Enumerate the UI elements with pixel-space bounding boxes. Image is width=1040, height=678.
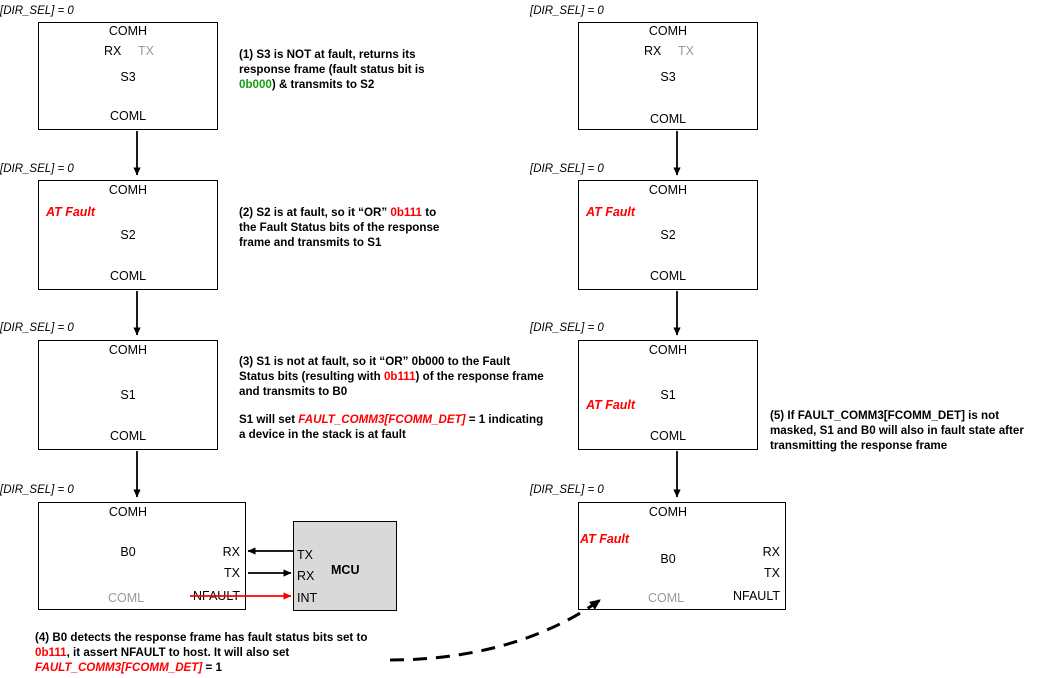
mcu-name-label: MCU	[331, 563, 360, 577]
device-name-left-s2: S2	[120, 228, 136, 242]
note-3b	[239, 412, 569, 442]
note-1-line1: (1) S3 is NOT at fault, returns its	[239, 48, 416, 61]
note-2	[239, 205, 479, 250]
nfault-label-right-b0: NFAULT	[733, 589, 780, 603]
dir-sel-label-left-s3: [DIR_SEL] = 0	[0, 5, 74, 17]
mcu-rx-label: RX	[297, 569, 315, 583]
note-5-line2: masked, S1 and B0 will also in fault state after	[770, 424, 1024, 437]
note-4-line3: = 1	[202, 661, 222, 674]
mcu-int-label: INT	[297, 591, 318, 605]
device-name-right-s1: S1	[660, 388, 676, 402]
note-3-line1: (3) S1 is not at fault, so it “OR” 0b000 to the Fault	[239, 355, 511, 368]
device-name-left-b0: B0	[120, 545, 136, 559]
note-4-register: FAULT_COMM3[FCOMM_DET]	[35, 661, 203, 674]
note-4-code: 0b111	[35, 646, 67, 659]
comh-label-left-s2: COMH	[108, 183, 148, 197]
coml-label-right-s1: COML	[649, 429, 687, 443]
fault-label-right-s2: AT Fault	[586, 205, 636, 219]
note-5-line3: transmitting the response frame	[770, 439, 948, 452]
dir-sel-label-left-s2: [DIR_SEL] = 0	[0, 163, 74, 175]
tx-label-right-b0: TX	[764, 566, 780, 580]
coml-label-left-b0: COML	[108, 591, 145, 605]
rx-label-right-b0: RX	[762, 545, 780, 559]
comh-label-left-b0: COMH	[108, 505, 148, 519]
dir-sel-label-right-s2: [DIR_SEL] = 0	[530, 163, 604, 175]
coml-label-left-s3: COML	[109, 109, 147, 123]
note-3b-line1-tail: = 1 indicating	[465, 413, 544, 426]
comh-label-right-s3: COMH	[648, 24, 688, 38]
note-3b-line1: S1 will set	[239, 413, 299, 426]
note-5-line1: (5) If FAULT_COMM3[FCOMM_DET] is not	[770, 409, 1000, 422]
note-4	[35, 630, 435, 675]
dir-sel-label-right-s3: [DIR_SEL] = 0	[530, 5, 604, 17]
note-4-line2: , it assert NFAULT to host. It will also set	[66, 646, 290, 659]
dir-sel-label-right-b0: [DIR_SEL] = 0	[530, 484, 604, 496]
comh-label-right-b0: COMH	[648, 505, 688, 519]
dir-sel-label-left-s1: [DIR_SEL] = 0	[0, 322, 74, 334]
comh-label-left-s1: COMH	[108, 343, 148, 357]
device-name-right-b0: B0	[660, 552, 676, 566]
mcu-tx-label: TX	[297, 548, 313, 562]
dir-sel-label-right-s1: [DIR_SEL] = 0	[530, 322, 604, 334]
comh-label-right-s2: COMH	[648, 183, 688, 197]
note-3b-register: FAULT_COMM3[FCOMM_DET]	[298, 413, 466, 426]
device-name-left-s3: S3	[120, 70, 136, 84]
note-2-line3: frame and transmits to S1	[239, 236, 382, 249]
coml-label-right-b0: COML	[648, 591, 685, 605]
coml-label-right-s2: COML	[649, 269, 687, 283]
tx-label-left-b0: TX	[224, 566, 240, 580]
dir-sel-label-left-b0: [DIR_SEL] = 0	[0, 484, 74, 496]
note-4-line1: (4) B0 detects the response frame has fault status bits set to	[35, 631, 368, 644]
note-2-code: 0b111	[390, 206, 422, 219]
note-3	[239, 354, 559, 399]
comh-label-left-s3: COMH	[108, 24, 148, 38]
comh-label-right-s1: COMH	[648, 343, 688, 357]
note-1-line3: ) & transmits to S2	[271, 78, 375, 91]
device-name-left-s1: S1	[120, 388, 136, 402]
rx-label-right-s3: RX	[644, 44, 662, 58]
note-2-line2: the Fault Status bits of the response	[239, 221, 440, 234]
note-3-line2-tail: ) of the response frame	[415, 370, 544, 383]
fault-label-right-s1: AT Fault	[586, 398, 636, 412]
note-1	[239, 47, 469, 92]
coml-label-right-s3: COML	[649, 112, 687, 126]
rx-label-left-b0: RX	[222, 545, 240, 559]
device-name-right-s2: S2	[660, 228, 676, 242]
tx-label-right-s3: TX	[678, 44, 694, 58]
note-3b-line2: a device in the stack is at fault	[239, 428, 406, 441]
coml-label-left-s1: COML	[109, 429, 147, 443]
note-3-line2: Status bits (resulting with	[239, 370, 384, 383]
fault-label-right-b0: AT Fault	[580, 532, 630, 546]
device-name-right-s3: S3	[660, 70, 676, 84]
coml-label-left-s2: COML	[109, 269, 147, 283]
note-2-line1-tail: to	[421, 206, 437, 219]
note-2-line1: (2) S2 is at fault, so it “OR”	[239, 206, 391, 219]
rx-label-left-s3: RX	[104, 44, 122, 58]
note-1-code: 0b000	[239, 78, 272, 91]
nfault-label-left-b0: NFAULT	[193, 589, 240, 603]
tx-label-left-s3: TX	[138, 44, 154, 58]
note-3-code: 0b111	[383, 370, 416, 383]
note-1-line2: response frame (fault status bit is	[239, 63, 425, 76]
note-5	[770, 408, 1040, 453]
note-3-line3: and transmits to B0	[239, 385, 348, 398]
fault-label-left-s2: AT Fault	[46, 205, 96, 219]
